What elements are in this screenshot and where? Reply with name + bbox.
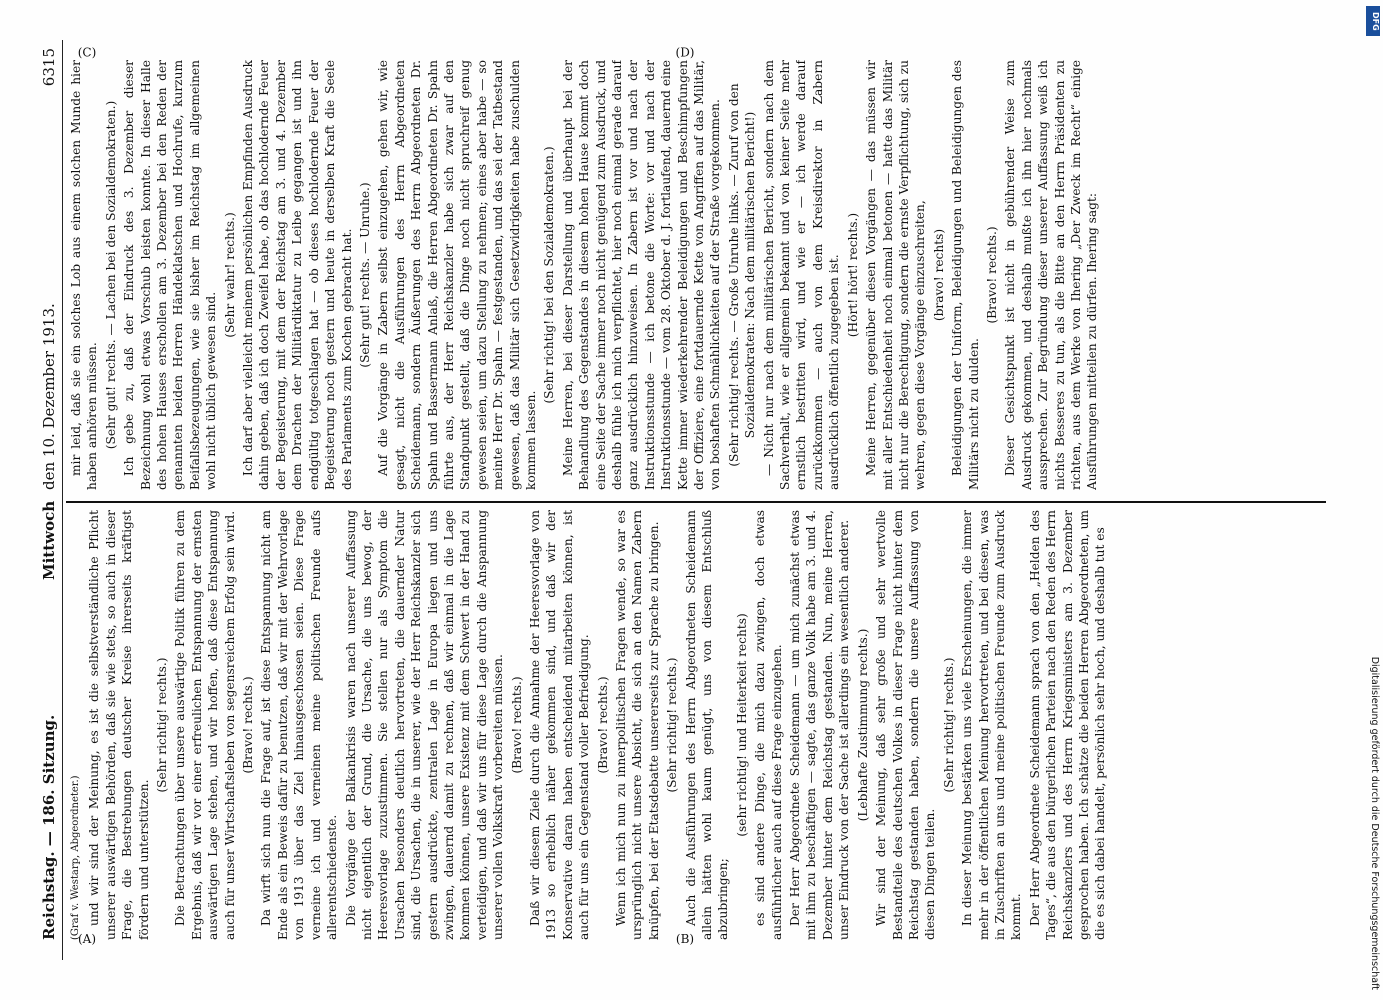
margin-letter-d: (D) xyxy=(675,45,695,60)
paragraph: Dieser Gesichtspunkt ist nicht in gebührender Weise zum Ausdruck gekommen, und deshalb mußte ich ihn hier nochmals aussprechen. Zur Begründung dieser unserer Auffassung weiß ich nichts Besseres zu tun, als die Bitte an den Herrn Präsidenten zu richten, aus dem Werke von Ihering „Der Zweck im Recht“ einige Ausführungen mitteilen zu dürfen. Ihering sagt: xyxy=(1003,60,1100,490)
interjection: (Sehr richtig! rechts. — Große Unruhe links. — Zuruf von den Sozialdemokraten: Nach dem militärischen Bericht!) xyxy=(726,83,758,467)
paragraph: Die Vorgänge der Balkankrisis waren nach unserer Auffassung nicht eigentlich der Grund, die Ursache, die uns bewog, der Heeresvorlage zuzustimmen. Sie stellen nur als Symptom die Ursachen besonders deutlich hervortreten, die dauernder Natur sind, die Ursachen, die in unserer, wie der Herr Reichskanzler sich gestern ausdrückte, zentralen Lage in Europa liegen und uns zwingen, dauernd damit zu rechnen, daß wir einmal in die Lage kommen können, unsere Existenz mit dem Schwert in der Hand zu verteidigen, und daß wir uns für diese Lage durch die Anspannung unserer vollen Volkskraft vorbereiten müssen. xyxy=(343,510,506,940)
interjection: (Sehr richtig! bei den Sozialdemokraten.) xyxy=(542,146,557,404)
session-title: Reichstag. — 186. Sitzung. xyxy=(40,714,58,940)
paragraph: und wir sind der Meinung, es ist die selbstverständliche Pflicht unserer auswärtigen Behörden, daß sie wie stets, so auch in dieser Frage, die Bestrebungen deutscher Kreise ihrerseits kräftigst fördern und unterstützen. xyxy=(87,510,151,940)
paragraph: Daß wir diesem Ziele durch die Annahme der Heeresvorlage von 1913 so erheblich näher gekommen sind, und daß wir der Konservative daran haben entscheidend mitarbeiten können, ist auch für uns ein Gegenstand voller Befriedigung. xyxy=(527,510,592,940)
interjection: (Sehr gut! rechts. — Unruhe.) xyxy=(357,182,372,368)
right-column-text xyxy=(68,60,1101,490)
paragraph: Wenn ich mich nun zu innerpolitischen Fragen wende, so war es ursprünglich nicht unsere Absicht, die sich an den Namen Zabern knüpfen, bei der Etatsdebatte unsererseits zur Sprache zu bringen. xyxy=(614,510,661,940)
paragraph: Der Herr Abgeordnete Scheidemann — um mich zunächst etwas mit ihm zu beschäftigen — sagte, das ganze Volk habe am 3. und 4. Dezember hinter dem Reichstag gestanden. Nun, meine Herren, unser Eindruck von der Sache ist allerdings ein wesentlich anderer. xyxy=(788,510,852,940)
left-column-text xyxy=(86,510,1108,940)
paragraph: Der Herr Abgeordnete Scheidemann sprach von den „Helden des Tages“, die aus den bürgerlichen Parteien nach den Reden des Herrn Reichskanzlers und des Herrn Kriegsministers am 3. Dezember gesprochen haben. Ich schätze die beiden Herren Abgeordneten, um die es sich dabei handelt, persönlich sehr hoch, und deshalb tut es xyxy=(1027,510,1108,940)
speaker-note: (Graf v. Westarp, Abgeordneter.) xyxy=(70,775,81,940)
header-day: Mittwoch xyxy=(40,500,58,580)
page-number: 6315 xyxy=(40,48,58,87)
page-header xyxy=(38,40,60,960)
paragraph: Die Betrachtungen über unsere auswärtige Politik führen zu dem Ergebnis, daß wir vor einer erfreulichen Entspannung der ernsten auswärtigen Lage stehen, und wir hoffen, daß diese Entspannung auch für unser Wirtschaftsleben von segensreichem Erfolg sein wird. xyxy=(173,510,237,940)
margin-letter-b: (B) xyxy=(675,931,695,946)
dfg-logo: DFG xyxy=(1366,6,1380,36)
paragraph: — Nicht nur nach dem militärischen Bericht, sondern nach dem Sachverhalt, wie er allgemein bekannt und von keiner Seite mehr ernstlich bestritten wird, und wie er — ich werde darauf zurückkommen — auch von dem Kreisdirektor in Zabern ausdrücklich öffentlich zugegeben ist. xyxy=(761,60,842,490)
header-date: den 10. Dezember 1913. xyxy=(40,303,58,490)
column-divider xyxy=(66,501,1326,503)
interjection: (Sehr wahr! rechts.) xyxy=(222,212,237,338)
paragraph: mir leid, daß sie ein solches Lob aus einem solchen Munde hier haben anhören müssen. xyxy=(69,60,100,490)
header-rule xyxy=(62,40,63,960)
paragraph: Wir sind der Meinung, daß sehr große und sehr wertvolle Bestandteile des deutschen Volkes in dieser Frage nicht hinter dem Reichstag gestanden haben, sondern die unsere Auffassung von diesen Dingen teilen. xyxy=(874,510,938,940)
paragraph: Ich gebe zu, daß der Eindruck des 3. Dezember dieser Bezeichnung wohl etwas Vorschub leisten konnte. In dieser Halle des hohen Hauses erschollen am 3. Dezember bei den Reden der genannten beiden Herren Händeklatschen und Hochrufe, kurzum Beifallsbezeugungen, wie sie bisher im Reichstag im allgemeinen wohl nicht üblich gewesen sind. xyxy=(122,60,219,490)
right-column xyxy=(68,60,1318,490)
interjection: (bravo! rechts) xyxy=(931,228,946,322)
paragraph: Da wirft sich nun die Frage auf, ist diese Entspannung nicht am Ende als ein Beweis dafür zu benutzen, daß wir mit der Wehrvorlage von 1913 über das Ziel hinausgeschossen seien. Diese Frage verneine ich und verneinen meine politischen Freunde aufs allerentschiedenste. xyxy=(259,510,340,940)
paragraph: Ich darf aber vielleicht meinem persönlichen Empfinden Ausdruck dahin geben, daß ich doch Zweifel habe, ob das hochlodernde Feuer der Begeisterung, mit dem der Reichstag am 3. und 4. Dezember dem Drachen der Militärdiktatur zu Leibe gegangen ist und ihn endgültig totgeschlagen hat — ob dieses hochlodernde Feuer der Begeisterung noch gestern und heute in derselben Kraft die Seele des Parlaments zum Kochen gebracht hat. xyxy=(241,60,354,490)
paragraph: Beleidigungen der Uniform, Beleidigungen und Beleidigungen des Militärs nicht zu dulden. xyxy=(950,60,981,490)
digitization-credit xyxy=(1364,10,1380,990)
paragraph: Meine Herren, gegenüber diesen Vorgängen — das müssen wir mit aller Entschiedenheit noch einmal betonen — hatte das Militär nicht nur die Berechtigung, sondern die ernste Verpflichtung, sich zu wehren, gegen diese Vorgänge einzuschreiten, xyxy=(864,60,928,490)
interjection: (sehr richtig! und Heiterkeit rechts) xyxy=(734,613,749,837)
paragraph: Auf die Vorgänge in Zabern selbst einzugehen, gehen wir, wie gesagt, nicht die Ausführungen des Herrn Abgeordneten Scheidemann, sondern Äußerungen des Herrn Abgeordneten Dr. Spahn und Bassermann Anlaß, die Herren Abgeordneten Dr. Spahn führte aus, der Herr Reichskanzler habe sich zwar auf den Standpunkt gestellt, daß die Dinge noch nicht spruchreif genug gewesen seien, um dazu Stellung zu nehmen; eines aber habe — so meinte Herr Dr. Spahn — festgestanden, und das sei der Tatbestand gewesen, daß das Militär sich Gesetzwidrigkeiten habe zuschulden kommen lassen. xyxy=(376,60,538,490)
left-column xyxy=(68,510,1318,940)
interjection: (Sehr richtig! rechts.) xyxy=(941,657,956,793)
paragraph: Meine Herren, bei dieser Darstellung und überhaupt bei der Behandlung des Gegenstandes in diesem hohen Hause kommt doch eine Seite der Sache immer noch nicht genügend zum Ausdruck, und deshalb fühle ich mich verpflichtet, hier noch einmal gerade darauf ganz ausdrücklich hinzuweisen. In Zabern ist vor und nach der Instruktionsstunde — ich betone die Worte: vor und nach der Instruktionsstunde — vom 28. Oktober d. J. fortlaufend, dauernd eine Kette immer wiederkehrender Beleidigungen und Beschimpfungen der Offiziere, eine fortdauernde Kette von Angriffen auf das Militär, von boshaften Schmählichkeiten auf der Straße vorgekommen. xyxy=(560,60,723,490)
margin-letter-a: (A) xyxy=(77,931,97,946)
rotated-page-content xyxy=(38,40,1338,960)
interjection: (Bravo! rechts.) xyxy=(509,676,524,774)
paragraph: es sind andere Dinge, die mich dazu zwingen, doch etwas ausführlicher auch auf diese Frage einzugehen. xyxy=(753,510,784,940)
interjection: (Sehr richtig! rechts.) xyxy=(155,657,170,793)
interjection: (Sehr richtig! rechts.) xyxy=(665,657,680,793)
interjection: (Bravo! rechts.) xyxy=(241,676,256,774)
interjection: (Bravo! rechts.) xyxy=(595,676,610,774)
paragraph: In dieser Meinung bestärken uns viele Erscheinungen, die immer mehr in der öffentlichen Meinung hervortreten, und bei diesen, was in Zuschriften an uns und meine politischen Freunde zum Ausdruck kommt. xyxy=(960,510,1024,940)
interjection: (Hört! hört! rechts.) xyxy=(845,212,860,338)
interjection: (Bravo! rechts.) xyxy=(984,226,999,324)
margin-letter-c: (C) xyxy=(77,45,97,60)
credit-text: Digitalisierung gefördert durch die Deutsche Forschungsgemeinschaft xyxy=(1369,656,1380,990)
interjection: (Lebhafte Zustimmung rechts.) xyxy=(855,628,870,822)
interjection: (Sehr gut! rechts. — Lachen bei den Sozialdemokraten.) xyxy=(103,100,118,450)
paragraph: Auch die Ausführungen des Herrn Abgeordneten Scheidemann allein hätten wohl kaum genügt, uns von diesem Entschluß abzubringen; xyxy=(683,510,731,940)
